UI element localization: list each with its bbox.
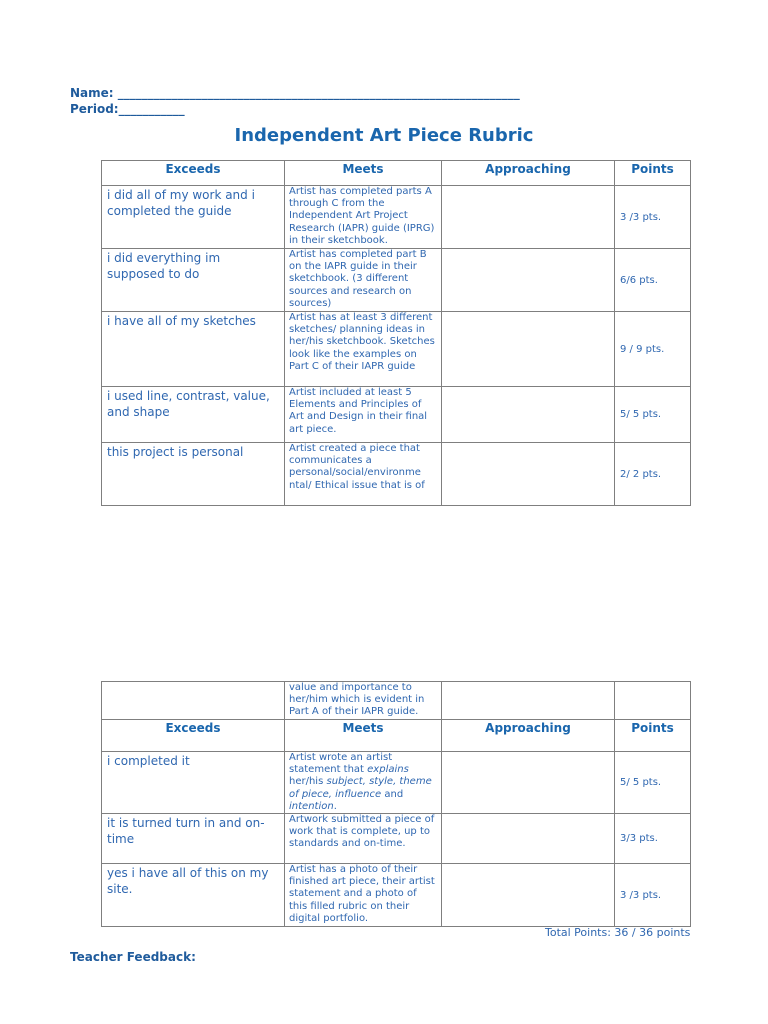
meets-cell: Artist included at least 5 Elements and Principles of Art and Design in their final art piece. xyxy=(285,387,442,443)
meets-text: Artist wrote an artist statement that xyxy=(289,752,393,776)
column-header-approaching: Approaching xyxy=(442,161,615,186)
points-cell: 5/ 5 pts. xyxy=(615,752,691,814)
column-header-meets: Meets xyxy=(285,720,442,752)
meets-text-italic: subject, style, theme of piece, influence xyxy=(289,776,432,800)
meets-text: her/his xyxy=(289,776,327,788)
table-row xyxy=(102,312,691,387)
meets-text-italic: intention xyxy=(289,800,334,812)
name-field-label: Name: ___________________________________________________________________ xyxy=(70,86,520,100)
exceeds-cell: i did everything im supposed to do xyxy=(102,249,285,312)
column-header-approaching: Approaching xyxy=(442,720,615,752)
table-row xyxy=(102,387,691,443)
approaching-cell xyxy=(442,752,615,814)
meets-cell: Artist created a piece that communicates a personal/social/environme ntal/ Ethical issue that is of xyxy=(285,443,442,506)
meets-cell: Artist has at least 3 different sketches/ planning ideas in her/his sketchbook. Sketches look like the examples on Part C of their IAPR guide xyxy=(285,312,442,387)
table-row xyxy=(102,752,691,814)
total-points-text: Total Points: 36 / 36 points xyxy=(545,926,691,939)
column-header-exceeds: Exceeds xyxy=(102,720,285,752)
meets-cell: Artwork submitted a piece of work that is complete, up to standards and on-time. xyxy=(285,814,442,864)
meets-cell: Artist has a photo of their finished art piece, their artist statement and a photo of this filled rubric on their digital portfolio. xyxy=(285,864,442,927)
meets-cell: Artist has completed part B on the IAPR guide in their sketchbook. (3 different sources and research on sources) xyxy=(285,249,442,312)
approaching-cell xyxy=(442,443,615,506)
exceeds-cell: yes i have all of this on my site. xyxy=(102,864,285,927)
exceeds-cell: this project is personal xyxy=(102,443,285,506)
exceeds-cell xyxy=(102,682,285,720)
table-row xyxy=(102,186,691,249)
exceeds-cell: i completed it xyxy=(102,752,285,814)
table-row xyxy=(102,864,691,927)
meets-text-italic: explains xyxy=(367,764,409,776)
page-title: Independent Art Piece Rubric xyxy=(234,125,534,146)
meets-text: . xyxy=(333,800,337,812)
points-cell: 3 /3 pts. xyxy=(615,864,691,927)
column-header-points: Points xyxy=(615,720,691,752)
column-header-points: Points xyxy=(615,161,691,186)
exceeds-cell: i did all of my work and i completed the guide xyxy=(102,186,285,249)
points-cell: 3 /3 pts. xyxy=(615,186,691,249)
exceeds-cell: i have all of my sketches xyxy=(102,312,285,387)
column-header-exceeds: Exceeds xyxy=(102,161,285,186)
points-cell: 6/6 pts. xyxy=(615,249,691,312)
approaching-cell xyxy=(442,682,615,720)
table-row xyxy=(102,443,691,506)
points-cell: 3/3 pts. xyxy=(615,814,691,864)
table-row xyxy=(102,814,691,864)
points-cell: 2/ 2 pts. xyxy=(615,443,691,506)
approaching-cell xyxy=(442,312,615,387)
approaching-cell xyxy=(442,387,615,443)
approaching-cell xyxy=(442,249,615,312)
approaching-cell xyxy=(442,186,615,249)
teacher-feedback-label: Teacher Feedback: xyxy=(70,950,196,964)
approaching-cell xyxy=(442,814,615,864)
table-row xyxy=(102,249,691,312)
table-header-row xyxy=(102,720,691,752)
rubric-table-page2 xyxy=(101,681,691,927)
rubric-table-page1 xyxy=(101,160,691,506)
points-cell xyxy=(615,682,691,720)
meets-cell xyxy=(285,752,442,814)
column-header-meets: Meets xyxy=(285,161,442,186)
approaching-cell xyxy=(442,864,615,927)
meets-text: and xyxy=(381,788,404,800)
table-row-continuation xyxy=(102,682,691,720)
meets-cell: Artist has completed parts A through C from the Independent Art Project Research (IAPR) guide (IPRG) in their sketchbook. xyxy=(285,186,442,249)
meets-cell: value and importance to her/him which is evident in Part A of their IAPR guide. xyxy=(285,682,442,720)
points-cell: 9 / 9 pts. xyxy=(615,312,691,387)
table-header-row xyxy=(102,161,691,186)
period-field-label: Period:___________ xyxy=(70,102,185,116)
points-cell: 5/ 5 pts. xyxy=(615,387,691,443)
exceeds-cell: i used line, contrast, value, and shape xyxy=(102,387,285,443)
exceeds-cell: it is turned turn in and on-time xyxy=(102,814,285,864)
